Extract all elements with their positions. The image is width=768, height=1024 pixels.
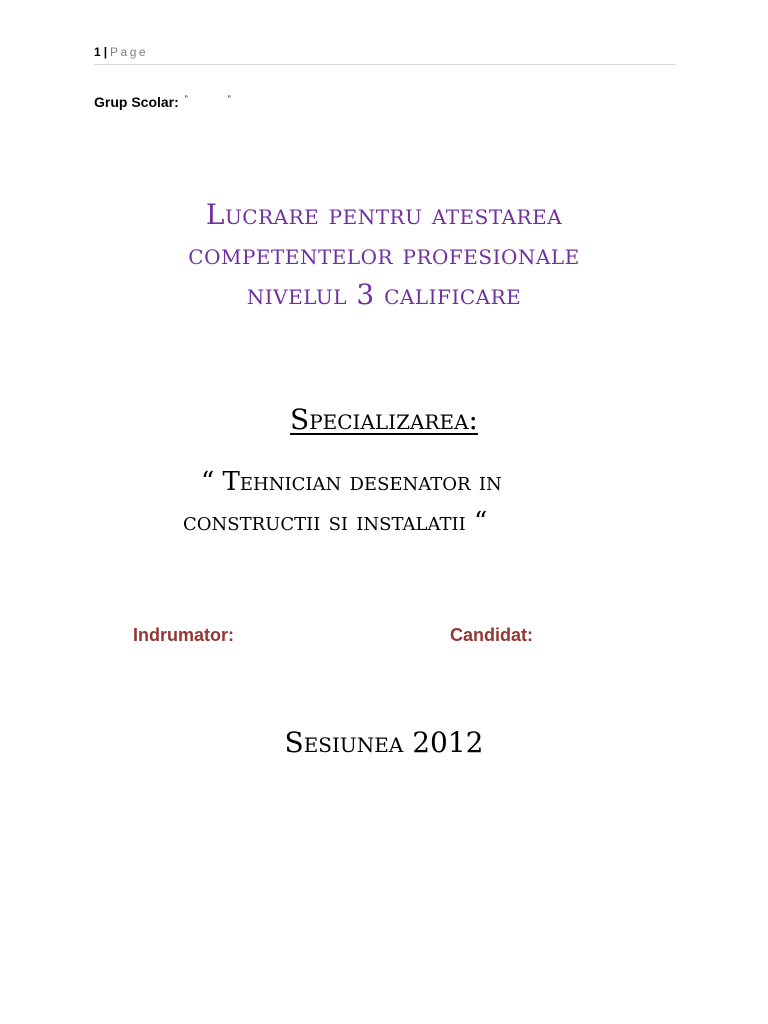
- specialization-heading: [0, 402, 768, 438]
- page-separator: |: [103, 45, 108, 59]
- title-line-3: nivelul 3 calificare: [246, 278, 522, 311]
- advisor-label: Indrumator:: [133, 625, 234, 645]
- page-number: 1: [94, 45, 101, 59]
- page-word: Page: [110, 45, 149, 59]
- page-header: [94, 44, 676, 65]
- specialization-value: [183, 462, 703, 542]
- specialization-label: Specializarea:: [290, 403, 478, 436]
- title-line-2: competentelor profesionale: [188, 238, 580, 271]
- document-title: [0, 195, 768, 315]
- title-line-1: Lucrare pentru atestarea: [205, 198, 563, 231]
- session-label: Sesiunea 2012: [284, 726, 484, 759]
- candidate-label: Candidat:: [450, 625, 533, 645]
- school-close-quote: ”: [227, 94, 231, 104]
- school-line: [94, 93, 231, 113]
- school-open-quote: ”: [184, 94, 188, 104]
- school-label: Grup Scolar:: [94, 94, 179, 110]
- specialization-line-2: constructii si instalatii “: [183, 507, 488, 537]
- specialization-line-1: “ Tehnician desenator in: [201, 467, 502, 497]
